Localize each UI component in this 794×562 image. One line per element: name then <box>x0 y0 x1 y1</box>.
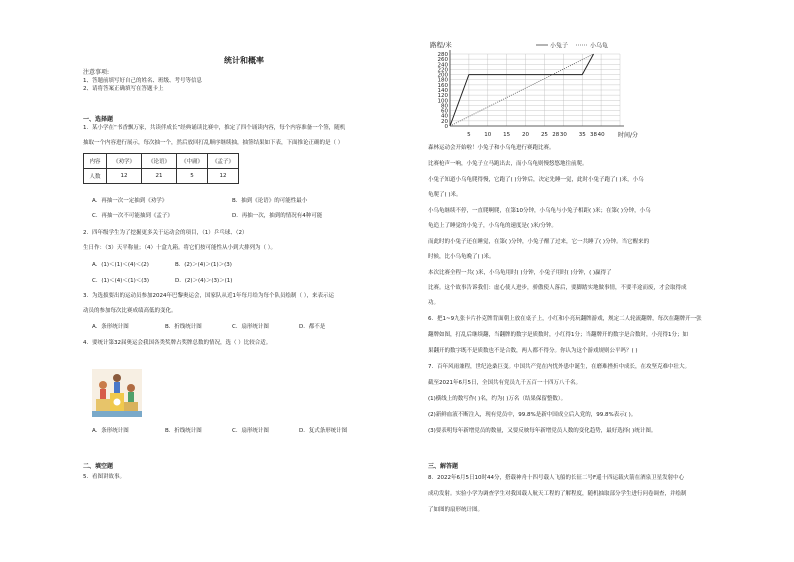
story-line: 比赛枪声一响，小兔子立马跑出去，而小乌龟则慢悠悠地往前爬。 <box>428 161 588 167</box>
q2-option-d: D．(2)＞(4)＞(3)＞(1) <box>175 278 233 284</box>
y-tick-label: 240 <box>437 62 448 69</box>
story-line: 森林运动会开始啦！小兔子和小乌龟进行赛跑比赛。 <box>428 145 555 151</box>
y-tick-label: 0 <box>444 124 448 130</box>
y-tick-label: 80 <box>441 103 448 110</box>
y-tick-label: 100 <box>437 98 448 105</box>
story-line: 龟追上了睡觉的小兔子，小乌龟的速度是( )米/分钟。 <box>428 223 557 229</box>
q1-option-a: A．再抽一次一定抽到《劝学》 <box>92 198 168 204</box>
q7-line: (2)新鲜血液不断注入，现有党员中，99.8%是新中国成立后入党的，99.8%表示( )。 <box>428 412 637 418</box>
q8-line: 了如图的扇形统计图。 <box>428 507 484 513</box>
y-tick-label: 180 <box>437 77 448 84</box>
q4-option-a: A．条形统计图 <box>92 428 129 434</box>
table-cell: 人数 <box>84 169 107 184</box>
story-line: 比赛。这个故事告诉我们：虚心使人进步，骄傲使人落后，要脚踏实地做事情，不要半途而废，才会取得成 <box>428 285 687 291</box>
q8-line: 成功发射。实验小学为调查学生对我国载人航天工程的了解程度，随机抽取部分学生进行问卷调查，并绘制 <box>428 491 687 497</box>
q3-option-c: C．扇形统计图 <box>232 324 269 330</box>
q4-line: 4．要统计第32届奥运会我国各类奖牌占奖牌总数的情况，选（ ）比较合适。 <box>83 340 272 346</box>
q2-option-a: A．(1)＜(1)＜(4)＜(2) <box>92 262 149 268</box>
q1-line: 抽取一个内容进行展示，每次抽一个，然后放回打乱顺序继续抽，抽签结果如下表，下面推论正确的是（ ） <box>83 140 344 146</box>
table-cell: 《孟子》 <box>208 154 239 169</box>
y-tick-label: 280 <box>437 52 448 58</box>
q2-line: 生日作：（3）天平称量；（4）十盒九箱。将它们按可能性从小到大排列为（ ）。 <box>83 245 276 251</box>
note-item: 1、答题前填写好自己的姓名、班级、考号等信息 <box>83 78 203 84</box>
y-tick-label: 160 <box>437 82 448 89</box>
table-cell: 《论语》 <box>142 154 177 169</box>
story-line: 本次比赛全程一共( )米，小乌龟用时( )分钟，小兔子用时( )分钟，( )赢得了 <box>428 270 612 276</box>
x-tick-label: 38 <box>590 132 598 138</box>
q3-line: 动员的参加每次比赛成绩高低的变化。 <box>83 308 177 314</box>
q4-option-d: D．复式条形统计图 <box>299 428 348 434</box>
chart-xlabel: 时间/分 <box>618 132 639 139</box>
q7-line: (3)要表明每年新增党员的数量，又要反映每年新增党员人数的变化趋势，最好选择( )统计图。 <box>428 428 657 434</box>
q2-option-b: B．(2)＞(4)＞(1)＞(3) <box>175 262 232 268</box>
table-cell: 《中庸》 <box>177 154 208 169</box>
chart-y-ticks <box>438 52 449 130</box>
table-cell: 21 <box>142 169 177 184</box>
q5-line: 5．看图讲故事。 <box>83 474 125 480</box>
table-row <box>84 169 239 184</box>
y-tick-label: 60 <box>441 108 448 115</box>
q7-line: 截至2021年6月5日，全国共有党员九千五百一十四万八千名。 <box>428 380 581 386</box>
podium-illustration <box>92 369 142 417</box>
y-tick-label: 40 <box>441 113 448 120</box>
x-tick-label: 40 <box>597 132 605 138</box>
y-tick-label: 200 <box>437 72 448 79</box>
story-line: 小乌龟继续不停，一直爬啊爬，在第10分钟，小乌龟与小兔子相距( )米；在第( )分钟，小乌 <box>428 208 651 214</box>
section-solve: 三、解答题 <box>428 463 459 470</box>
x-tick-label: 10 <box>484 132 492 138</box>
q7-line: 7．百年风雨兼程，世纪沧桑巨变。中国共产党在内忧外患中诞生，在磨难挫折中成长，在攻坚克难中壮大。 <box>428 364 691 370</box>
x-tick-label: 30 <box>559 132 567 138</box>
note-item: 2、请将答案正确填写在答题卡上 <box>83 86 164 92</box>
count-table <box>83 153 239 184</box>
x-tick-label: 35 <box>578 132 586 138</box>
q4-option-b: B．折线统计图 <box>165 428 202 434</box>
chart-axes <box>450 50 624 126</box>
table-header-row <box>84 154 239 169</box>
table-cell: 5 <box>177 169 208 184</box>
y-tick-label: 120 <box>437 93 448 100</box>
x-tick-label: 28 <box>552 132 560 138</box>
q3-line: 3．为选拔要出的运动员参加2024年巴黎奥运会，国家队从近1年每月给为每个队员绘制（ ），来表示运 <box>83 293 334 299</box>
page-title: 统计和概率 <box>224 56 264 65</box>
y-tick-label: 140 <box>437 88 448 94</box>
legend-turtle: 小乌龟 <box>590 42 609 50</box>
q3-option-d: D．都不是 <box>299 324 326 330</box>
q1-option-b: B．抽到《论语》的可能性最小 <box>232 198 308 204</box>
chart-ylabel: 路程/米 <box>430 41 452 49</box>
distance-time-chart <box>428 38 656 140</box>
y-tick-label: 20 <box>441 118 448 125</box>
y-tick-label: 260 <box>437 57 448 64</box>
story-line: 功。 <box>428 300 440 306</box>
table-cell: 12 <box>107 169 142 184</box>
q1-option-c: C．再抽一次不可能抽到《孟子》 <box>92 213 173 219</box>
x-tick-label: 25 <box>540 132 548 138</box>
q7-line: (1)横线上的数写作( )名，约为( )万名（结果保留整数）。 <box>428 396 567 402</box>
legend-rabbit: 小兔子 <box>550 42 569 50</box>
q3-option-a: A．条形统计图 <box>92 324 129 330</box>
q6-line: 6．把1~9九张卡片扑克牌背面朝上放在桌子上，小红和小亮玩翻牌游戏，规定二人轮流翻牌，每次在翻牌开一张 <box>428 316 702 322</box>
table-cell: 《劝学》 <box>107 154 142 169</box>
q3-option-b: B．折线统计图 <box>165 324 202 330</box>
chart-grid <box>450 54 620 126</box>
y-tick-label: 220 <box>437 67 448 74</box>
table-cell: 内容 <box>84 154 107 169</box>
section-fill: 二、填空题 <box>83 463 114 470</box>
story-line: 而此时的小兔子还在睡觉，在第( )分钟，小兔子醒了过来，它一共睡了( )分钟。当它醒来的 <box>428 239 650 245</box>
x-tick-label: 20 <box>522 132 530 138</box>
story-line: 龟爬了( )米。 <box>428 192 462 198</box>
q6-line: 果翻开的数字既不是质数也不是合数，两人都不得分。你认为这个游戏规则公平吗？( ) <box>428 348 638 354</box>
story-line: 小兔子知道小乌龟爬得慢，它跑了( )分钟后，决定先睡一觉，此时小兔子跑了( )米，小乌 <box>428 177 644 183</box>
x-tick-label: 5 <box>467 132 471 138</box>
table-cell: 12 <box>208 169 239 184</box>
section-choice: 一、选择题 <box>83 116 114 123</box>
x-tick-label: 15 <box>503 132 511 138</box>
q8-line: 8．2022年6月5日10时44分，搭载神舟十四号载人飞船的长征二号F遥十四运载火箭在酒泉卫星发射中心 <box>428 475 685 481</box>
q1-line: 1．某小学在“书香飘万家，共读伴成长”经典诵读比赛中，推定了四个诵读内容，每个内容准备一个签，随机 <box>83 125 346 131</box>
story-line: 时候，比小乌龟晚了( )米。 <box>428 254 495 260</box>
notes-heading: 注意事项: <box>83 69 110 76</box>
q2-line: 2．四年级学生为了挖掘更多关于运动会的项目，（1）乒乓球、（2） <box>83 230 248 236</box>
q4-option-c: C．扇形统计图 <box>232 428 269 434</box>
q6-line: 翻牌如图，打乱后继续翻，当翻牌的数字是质数时，小红得1分；当翻牌开的数字是合数时，小亮得1分；如 <box>428 332 689 338</box>
q1-option-d: D．再抽一次，抽到的情况有4种可能 <box>232 213 323 219</box>
chart-x-ticks <box>467 132 605 138</box>
q2-option-c: C．(1)＜(4)＜(1)＜(3) <box>92 278 150 284</box>
